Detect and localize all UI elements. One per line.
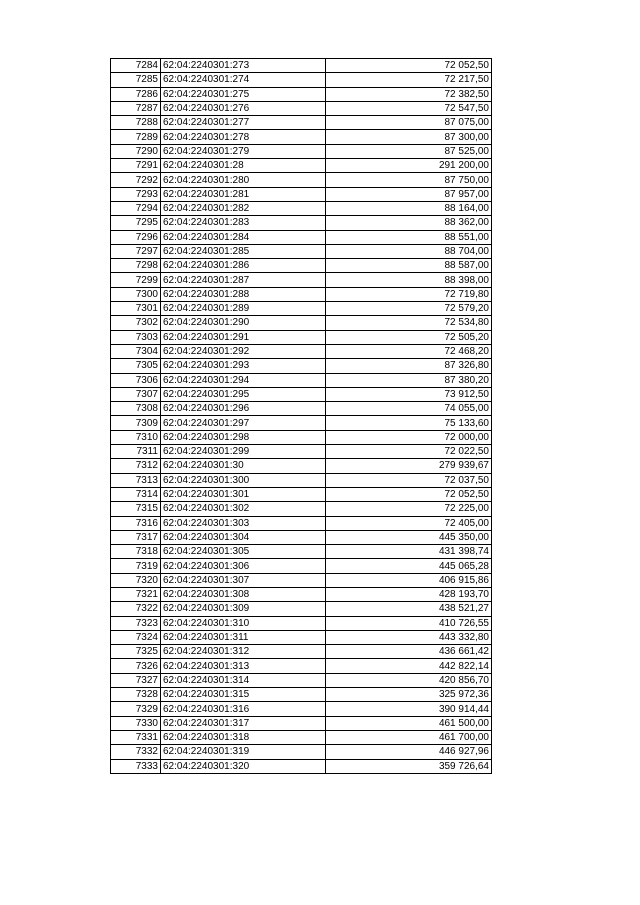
table-row bbox=[111, 201, 492, 215]
row-number-cell: 7294 bbox=[111, 201, 161, 215]
cadastral-number-cell: 62:04:2240301:305 bbox=[161, 545, 326, 559]
row-number-cell: 7327 bbox=[111, 673, 161, 687]
table-row bbox=[111, 445, 492, 459]
table-row bbox=[111, 473, 492, 487]
table-row bbox=[111, 530, 492, 544]
cadastral-value-cell: 88 398,00 bbox=[326, 273, 492, 287]
cadastral-value-cell: 72 505,20 bbox=[326, 330, 492, 344]
row-number-cell: 7313 bbox=[111, 473, 161, 487]
table-row bbox=[111, 116, 492, 130]
cadastral-value-cell: 445 350,00 bbox=[326, 530, 492, 544]
table-row bbox=[111, 387, 492, 401]
row-number-cell: 7300 bbox=[111, 287, 161, 301]
cadastral-number-cell: 62:04:2240301:320 bbox=[161, 759, 326, 773]
table-row bbox=[111, 402, 492, 416]
row-number-cell: 7293 bbox=[111, 187, 161, 201]
cadastral-value-cell: 359 726,64 bbox=[326, 759, 492, 773]
table-row bbox=[111, 502, 492, 516]
cadastral-value-cell: 279 939,67 bbox=[326, 459, 492, 473]
cadastral-number-cell: 62:04:2240301:281 bbox=[161, 187, 326, 201]
cadastral-value-cell: 72 037,50 bbox=[326, 473, 492, 487]
table-row bbox=[111, 101, 492, 115]
cadastral-value-cell: 461 700,00 bbox=[326, 730, 492, 744]
cadastral-number-cell: 62:04:2240301:293 bbox=[161, 359, 326, 373]
table-row bbox=[111, 659, 492, 673]
row-number-cell: 7303 bbox=[111, 330, 161, 344]
table-row bbox=[111, 688, 492, 702]
row-number-cell: 7330 bbox=[111, 716, 161, 730]
table-row bbox=[111, 587, 492, 601]
row-number-cell: 7297 bbox=[111, 244, 161, 258]
cadastral-value-cell: 74 055,00 bbox=[326, 402, 492, 416]
cadastral-value-cell: 390 914,44 bbox=[326, 702, 492, 716]
cadastral-value-table bbox=[110, 58, 492, 774]
row-number-cell: 7295 bbox=[111, 216, 161, 230]
cadastral-number-cell: 62:04:2240301:296 bbox=[161, 402, 326, 416]
row-number-cell: 7315 bbox=[111, 502, 161, 516]
cadastral-number-cell: 62:04:2240301:315 bbox=[161, 688, 326, 702]
cadastral-number-cell: 62:04:2240301:288 bbox=[161, 287, 326, 301]
cadastral-value-cell: 442 822,14 bbox=[326, 659, 492, 673]
row-number-cell: 7284 bbox=[111, 59, 161, 73]
row-number-cell: 7325 bbox=[111, 645, 161, 659]
cadastral-number-cell: 62:04:2240301:312 bbox=[161, 645, 326, 659]
cadastral-value-cell: 461 500,00 bbox=[326, 716, 492, 730]
cadastral-value-cell: 88 587,00 bbox=[326, 259, 492, 273]
cadastral-value-cell: 87 326,80 bbox=[326, 359, 492, 373]
row-number-cell: 7288 bbox=[111, 116, 161, 130]
cadastral-value-cell: 73 912,50 bbox=[326, 387, 492, 401]
row-number-cell: 7310 bbox=[111, 430, 161, 444]
table-row bbox=[111, 416, 492, 430]
row-number-cell: 7331 bbox=[111, 730, 161, 744]
cadastral-number-cell: 62:04:2240301:300 bbox=[161, 473, 326, 487]
cadastral-number-cell: 62:04:2240301:290 bbox=[161, 316, 326, 330]
cadastral-number-cell: 62:04:2240301:275 bbox=[161, 87, 326, 101]
cadastral-value-cell: 72 382,50 bbox=[326, 87, 492, 101]
row-number-cell: 7285 bbox=[111, 73, 161, 87]
table-row bbox=[111, 259, 492, 273]
cadastral-value-cell: 75 133,60 bbox=[326, 416, 492, 430]
table-row bbox=[111, 616, 492, 630]
table-row bbox=[111, 573, 492, 587]
cadastral-number-cell: 62:04:2240301:273 bbox=[161, 59, 326, 73]
table-row bbox=[111, 159, 492, 173]
table-row bbox=[111, 516, 492, 530]
table-row bbox=[111, 330, 492, 344]
cadastral-value-cell: 72 547,50 bbox=[326, 101, 492, 115]
table-row bbox=[111, 187, 492, 201]
cadastral-number-cell: 62:04:2240301:282 bbox=[161, 201, 326, 215]
table-row bbox=[111, 273, 492, 287]
cadastral-value-cell: 446 927,96 bbox=[326, 745, 492, 759]
cadastral-value-cell: 87 380,20 bbox=[326, 373, 492, 387]
cadastral-value-cell: 428 193,70 bbox=[326, 587, 492, 601]
table-row bbox=[111, 59, 492, 73]
table-row bbox=[111, 559, 492, 573]
cadastral-value-cell: 420 856,70 bbox=[326, 673, 492, 687]
cadastral-value-cell: 72 225,00 bbox=[326, 502, 492, 516]
row-number-cell: 7308 bbox=[111, 402, 161, 416]
row-number-cell: 7289 bbox=[111, 130, 161, 144]
cadastral-number-cell: 62:04:2240301:316 bbox=[161, 702, 326, 716]
cadastral-number-cell: 62:04:2240301:314 bbox=[161, 673, 326, 687]
cadastral-value-cell: 88 164,00 bbox=[326, 201, 492, 215]
cadastral-number-cell: 62:04:2240301:308 bbox=[161, 587, 326, 601]
row-number-cell: 7316 bbox=[111, 516, 161, 530]
row-number-cell: 7332 bbox=[111, 745, 161, 759]
cadastral-value-cell: 72 052,50 bbox=[326, 59, 492, 73]
row-number-cell: 7301 bbox=[111, 302, 161, 316]
row-number-cell: 7304 bbox=[111, 344, 161, 358]
cadastral-value-cell: 72 000,00 bbox=[326, 430, 492, 444]
cadastral-number-cell: 62:04:2240301:283 bbox=[161, 216, 326, 230]
row-number-cell: 7286 bbox=[111, 87, 161, 101]
cadastral-value-cell: 291 200,00 bbox=[326, 159, 492, 173]
table-row bbox=[111, 173, 492, 187]
cadastral-number-cell: 62:04:2240301:30 bbox=[161, 459, 326, 473]
spreadsheet-page bbox=[110, 58, 492, 774]
cadastral-number-cell: 62:04:2240301:304 bbox=[161, 530, 326, 544]
cadastral-number-cell: 62:04:2240301:309 bbox=[161, 602, 326, 616]
row-number-cell: 7318 bbox=[111, 545, 161, 559]
table-row bbox=[111, 759, 492, 773]
row-number-cell: 7296 bbox=[111, 230, 161, 244]
row-number-cell: 7322 bbox=[111, 602, 161, 616]
cadastral-number-cell: 62:04:2240301:285 bbox=[161, 244, 326, 258]
cadastral-number-cell: 62:04:2240301:284 bbox=[161, 230, 326, 244]
cadastral-value-cell: 445 065,28 bbox=[326, 559, 492, 573]
table-row bbox=[111, 144, 492, 158]
table-row bbox=[111, 373, 492, 387]
table-row bbox=[111, 645, 492, 659]
cadastral-number-cell: 62:04:2240301:307 bbox=[161, 573, 326, 587]
table-row bbox=[111, 487, 492, 501]
cadastral-value-cell: 406 915,86 bbox=[326, 573, 492, 587]
row-number-cell: 7312 bbox=[111, 459, 161, 473]
table-body bbox=[111, 59, 492, 774]
row-number-cell: 7323 bbox=[111, 616, 161, 630]
cadastral-number-cell: 62:04:2240301:313 bbox=[161, 659, 326, 673]
table-row bbox=[111, 316, 492, 330]
cadastral-value-cell: 88 362,00 bbox=[326, 216, 492, 230]
cadastral-number-cell: 62:04:2240301:278 bbox=[161, 130, 326, 144]
cadastral-number-cell: 62:04:2240301:294 bbox=[161, 373, 326, 387]
cadastral-number-cell: 62:04:2240301:311 bbox=[161, 630, 326, 644]
table-row bbox=[111, 216, 492, 230]
table-row bbox=[111, 459, 492, 473]
row-number-cell: 7333 bbox=[111, 759, 161, 773]
row-number-cell: 7326 bbox=[111, 659, 161, 673]
row-number-cell: 7287 bbox=[111, 101, 161, 115]
cadastral-number-cell: 62:04:2240301:319 bbox=[161, 745, 326, 759]
cadastral-number-cell: 62:04:2240301:277 bbox=[161, 116, 326, 130]
cadastral-value-cell: 72 719,80 bbox=[326, 287, 492, 301]
cadastral-number-cell: 62:04:2240301:274 bbox=[161, 73, 326, 87]
table-row bbox=[111, 287, 492, 301]
cadastral-number-cell: 62:04:2240301:303 bbox=[161, 516, 326, 530]
row-number-cell: 7314 bbox=[111, 487, 161, 501]
cadastral-value-cell: 87 525,00 bbox=[326, 144, 492, 158]
row-number-cell: 7298 bbox=[111, 259, 161, 273]
table-row bbox=[111, 87, 492, 101]
table-row bbox=[111, 244, 492, 258]
table-row bbox=[111, 545, 492, 559]
table-row bbox=[111, 630, 492, 644]
cadastral-number-cell: 62:04:2240301:318 bbox=[161, 730, 326, 744]
cadastral-number-cell: 62:04:2240301:301 bbox=[161, 487, 326, 501]
table-row bbox=[111, 302, 492, 316]
cadastral-value-cell: 72 405,00 bbox=[326, 516, 492, 530]
row-number-cell: 7299 bbox=[111, 273, 161, 287]
cadastral-value-cell: 436 661,42 bbox=[326, 645, 492, 659]
table-row bbox=[111, 344, 492, 358]
cadastral-value-cell: 443 332,80 bbox=[326, 630, 492, 644]
cadastral-value-cell: 72 534,80 bbox=[326, 316, 492, 330]
row-number-cell: 7307 bbox=[111, 387, 161, 401]
cadastral-value-cell: 72 022,50 bbox=[326, 445, 492, 459]
cadastral-number-cell: 62:04:2240301:297 bbox=[161, 416, 326, 430]
cadastral-value-cell: 410 726,55 bbox=[326, 616, 492, 630]
row-number-cell: 7292 bbox=[111, 173, 161, 187]
cadastral-number-cell: 62:04:2240301:291 bbox=[161, 330, 326, 344]
cadastral-value-cell: 431 398,74 bbox=[326, 545, 492, 559]
table-row bbox=[111, 716, 492, 730]
cadastral-number-cell: 62:04:2240301:299 bbox=[161, 445, 326, 459]
table-row bbox=[111, 745, 492, 759]
table-row bbox=[111, 673, 492, 687]
cadastral-value-cell: 87 957,00 bbox=[326, 187, 492, 201]
cadastral-value-cell: 72 052,50 bbox=[326, 487, 492, 501]
row-number-cell: 7305 bbox=[111, 359, 161, 373]
row-number-cell: 7290 bbox=[111, 144, 161, 158]
cadastral-number-cell: 62:04:2240301:310 bbox=[161, 616, 326, 630]
row-number-cell: 7319 bbox=[111, 559, 161, 573]
cadastral-value-cell: 72 217,50 bbox=[326, 73, 492, 87]
cadastral-value-cell: 87 300,00 bbox=[326, 130, 492, 144]
row-number-cell: 7324 bbox=[111, 630, 161, 644]
cadastral-number-cell: 62:04:2240301:276 bbox=[161, 101, 326, 115]
row-number-cell: 7320 bbox=[111, 573, 161, 587]
cadastral-value-cell: 88 704,00 bbox=[326, 244, 492, 258]
row-number-cell: 7328 bbox=[111, 688, 161, 702]
row-number-cell: 7311 bbox=[111, 445, 161, 459]
cadastral-number-cell: 62:04:2240301:306 bbox=[161, 559, 326, 573]
cadastral-number-cell: 62:04:2240301:302 bbox=[161, 502, 326, 516]
table-row bbox=[111, 602, 492, 616]
cadastral-number-cell: 62:04:2240301:28 bbox=[161, 159, 326, 173]
cadastral-number-cell: 62:04:2240301:298 bbox=[161, 430, 326, 444]
cadastral-value-cell: 88 551,00 bbox=[326, 230, 492, 244]
table-row bbox=[111, 359, 492, 373]
cadastral-number-cell: 62:04:2240301:286 bbox=[161, 259, 326, 273]
cadastral-value-cell: 325 972,36 bbox=[326, 688, 492, 702]
cadastral-number-cell: 62:04:2240301:280 bbox=[161, 173, 326, 187]
row-number-cell: 7306 bbox=[111, 373, 161, 387]
cadastral-value-cell: 72 579,20 bbox=[326, 302, 492, 316]
row-number-cell: 7317 bbox=[111, 530, 161, 544]
cadastral-value-cell: 438 521,27 bbox=[326, 602, 492, 616]
table-row bbox=[111, 230, 492, 244]
row-number-cell: 7321 bbox=[111, 587, 161, 601]
row-number-cell: 7329 bbox=[111, 702, 161, 716]
cadastral-number-cell: 62:04:2240301:292 bbox=[161, 344, 326, 358]
row-number-cell: 7291 bbox=[111, 159, 161, 173]
table-row bbox=[111, 702, 492, 716]
row-number-cell: 7302 bbox=[111, 316, 161, 330]
table-row bbox=[111, 73, 492, 87]
row-number-cell: 7309 bbox=[111, 416, 161, 430]
cadastral-number-cell: 62:04:2240301:317 bbox=[161, 716, 326, 730]
cadastral-value-cell: 72 468,20 bbox=[326, 344, 492, 358]
cadastral-value-cell: 87 075,00 bbox=[326, 116, 492, 130]
cadastral-number-cell: 62:04:2240301:287 bbox=[161, 273, 326, 287]
table-row bbox=[111, 430, 492, 444]
cadastral-number-cell: 62:04:2240301:295 bbox=[161, 387, 326, 401]
table-row bbox=[111, 130, 492, 144]
cadastral-value-cell: 87 750,00 bbox=[326, 173, 492, 187]
cadastral-number-cell: 62:04:2240301:279 bbox=[161, 144, 326, 158]
table-row bbox=[111, 730, 492, 744]
cadastral-number-cell: 62:04:2240301:289 bbox=[161, 302, 326, 316]
